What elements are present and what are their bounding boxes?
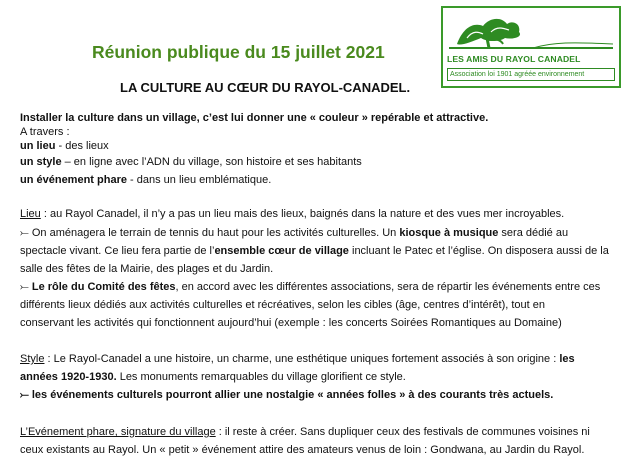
lieu-bullet-1-line-2: [20, 243, 620, 260]
page-title: Réunion publique du 15 juillet 2021: [92, 42, 385, 62]
event-text: : il reste à créer. Sans dupliquer ceux des festivals de communes voisines ni: [215, 426, 590, 438]
lieu-bullet-bold: Le rôle du Comité des fêtes: [31, 281, 176, 293]
intro-item: [20, 154, 620, 171]
logo-tagline: Association loi 1901 agréée environnement: [447, 68, 615, 81]
intro-item-text: - dans un lieu emblématique.: [126, 174, 272, 186]
lieu-bullet-1-line-3: salle des fêtes de la Mairie, des plages et du Jardin.: [20, 263, 274, 275]
lieu-bullet-text: spectacle vivant. Ce lieu fera partie de l’: [20, 245, 215, 257]
style-bold: années 1920-1930.: [20, 371, 117, 383]
lieu-bullet-2: [20, 279, 620, 296]
lieu-bullet-text: ⤚: [20, 281, 32, 293]
lieu-text: : au Rayol Canadel, il n’y a pas un lieu mais des lieux, baignés dans la nature et des vues mer incroyables.: [40, 208, 565, 220]
pine-tree-icon: [443, 8, 619, 56]
intro-lead: Installer la culture dans un village, c’est lui donner une « couleur » repérable et attractive.: [20, 112, 489, 124]
lieu-bullet-2-line-2: différents lieux dédiés aux activités culturelles et récréatives, selon les cibles (âge, centres d’intérêt), tout en: [20, 299, 546, 311]
lieu-bullet-bold: ensemble cœur de village: [214, 245, 349, 257]
lieu-bullet-text: , en accord avec les différentes associations, sera de répartir les événements entre ces: [175, 281, 601, 293]
association-logo: [441, 6, 621, 88]
logo-name: LES AMIS DU RAYOL CANADEL: [447, 54, 581, 64]
lieu-bullet-bold: kiosque à musique: [399, 227, 499, 239]
intro-item-text: - des lieux: [55, 140, 109, 152]
lieu-heading: Lieu: [20, 208, 41, 220]
event-line-2: ceux existants au Rayol. Un « petit » événement attire des amateurs venus de loin : Gondwana, au Jardin du Rayol.: [20, 444, 585, 456]
page-subtitle: LA CULTURE AU CŒUR DU RAYOL-CANADEL.: [120, 80, 411, 95]
lieu-bullet-text: sera dédié au: [498, 227, 569, 239]
intro-item: [20, 172, 620, 189]
event-paragraph: [20, 424, 620, 441]
style-bold: les: [559, 353, 575, 365]
event-heading: L’Evénement phare, signature du village: [20, 426, 216, 438]
style-text: : Le Rayol-Canadel a une histoire, un charme, une esthétique uniques fortement associés à son origine :: [44, 353, 560, 365]
style-line-2: [20, 369, 620, 386]
lieu-bullet-2-line-3: conservant les activités qui fonctionnent aujourd’hui (exemple : les concerts Soirées Romantiques au Domaine): [20, 317, 562, 329]
intro-item-text: – en ligne avec l’ADN du village, son histoire et ses habitants: [61, 156, 362, 168]
intro-item: [20, 138, 620, 155]
intro-item-bold: un style: [20, 156, 62, 168]
intro-item-bold: un lieu: [20, 140, 56, 152]
intro-item-bold: un événement phare: [20, 174, 127, 186]
lieu-bullet-1: [20, 225, 620, 242]
style-paragraph: [20, 351, 620, 368]
lieu-bullet-text: ⤚ On aménagera le terrain de tennis du haut pour les activités culturelles. Un: [20, 227, 400, 239]
style-heading: Style: [20, 353, 45, 365]
intro-through: A travers :: [20, 126, 70, 138]
style-text: Les monuments remarquables du village glorifient ce style.: [116, 371, 406, 383]
lieu-paragraph: [20, 206, 620, 223]
lieu-bullet-text: incluant le Patec et l’église. On disposera aussi de la: [348, 245, 609, 257]
style-bullet: ⤚ les événements culturels pourront allier une nostalgie « années folles » à des courants très actuels.: [20, 389, 554, 401]
